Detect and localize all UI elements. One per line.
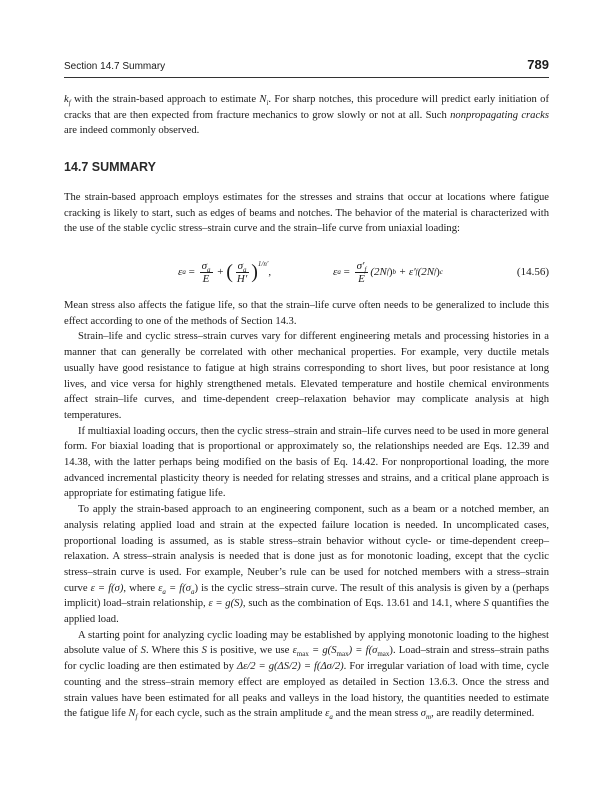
fraction-stress-over-H: $\frac{\sigma_a}{H'}$ <box>236 259 248 285</box>
equation-number: (14.56) <box>516 266 549 278</box>
summary-intro <box>64 190 549 237</box>
summary-body <box>64 298 549 722</box>
equation-left: ε a = $\frac{\sigma_a}{E}$ + ( $\frac{\sigma_a}{H'}$ ) $^{1/n'}$ , <box>178 259 272 285</box>
section-label: Section 14.7 Summary <box>64 61 166 72</box>
fraction-fatigue-strength-over-modulus: $\frac{\sigma'_f}{E}$ <box>356 259 367 285</box>
running-head <box>64 57 549 72</box>
equation-14-56 <box>64 257 549 287</box>
intro-paragraph: $k_f$ with the strain-based approach to estimate $N_i$. For sharp notches, this procedure will predict early initiation of cracks that are then expected from fracture mechanics to grow slowly or not at all. Such nonpropagating cracks are indeed commonly observed. <box>64 94 549 137</box>
paragraph-cyclic-loading: A starting point for analyzing cyclic loading may be established by applying monotonic loading to the highest absolute value of S. Where this S is positive, we use $\varepsilon_{max} = g(S_{max}) = f(\sigma_{max})$. Load–strain and stress–strain paths for cyclic loading are then estimated by Δε/2 = g(ΔS/2) = f(Δσ/2). For irregular variation of load with time, cycle counting and the stress–strain memory effect are employed as detailed in Section 13.6.3. Once the stress and strain values have been estimated for all peaks and valleys in the load history, the quantities needed to estimate the fatigue life $N_f$ for each cycle, such as the strain amplitude $\varepsilon_a$ and the mean stress $\sigma_m$, are readily determined. <box>64 629 550 722</box>
paragraph-mean-stress: Mean stress also affects the fatigue life, so that the strain–life curve often needs to be generalized to include this effect according to one of the methods of Section 14.3. <box>64 300 549 327</box>
summary-intro-paragraph: The strain-based approach employs estimates for the stresses and strains that occur at locations where fatigue cracking is likely to start, such as edges of beams and notches. The behavior of the material is characterized with the use of the stable cyclic stress–strain curve and the strain–life curve from uniaxial loading: <box>64 192 549 235</box>
equation-right: ε a = $\frac{\sigma'_f}{E}$ (2N f ) b + ε′ f (2N f ) c <box>333 259 443 285</box>
page-number: 789 <box>527 57 549 72</box>
emphasis-term: nonpropagating cracks <box>450 109 549 121</box>
header-rule <box>64 77 549 78</box>
fraction-stress-over-modulus: $\frac{\sigma_a}{E}$ <box>201 259 211 285</box>
paragraph-engineering-component: To apply the strain-based approach to an engineering component, such as a beam or a notched member, an analysis relating applied load and strain at the expected failure location is needed. In uncomplicated cases, proportional loading is assumed, as is stable stress–strain behavior without cycle- or time-dependent creep–relaxation. A stress–strain analysis is needed that is done just as for monotonic loading, except that the cyclic stress–strain curve is used. For example, Neuber’s rule can be used for notched members with a stress–strain curve ε = f(σ), where $\varepsilon_a = f(\sigma_a)$ is the cyclic stress–strain curve. The result of this analysis is given by a (perhaps implicit) load–strain relationship, ε = g(S), such as the combination of Eqs. 13.61 and 14.1, where S quantifies the applied load. <box>64 504 549 626</box>
paragraph-material-variation: Strain–life and cyclic stress–strain curves vary for different engineering metals and processing histories in a manner that can generally be correlated with other mechanical properties. For example, very ductile metals usually have good resistance to fatigue at high strains corresponding to short lives, but poor resistance at long lives, and vice versa for highly strengthened metals. Elevated temperature and hostile chemical environments affect strain–life curves, and time-dependent creep–relaxation behavior may complicate analysis at high temperatures. <box>64 331 549 421</box>
paragraph-multiaxial: If multiaxial loading occurs, then the cyclic stress–strain and strain–life curves need to be used in more general form. For biaxial loading that is proportional or approximately so, the relationships needed are Eqs. 12.39 and 14.38, with the latter perhaps being modified on the basis of Eq. 14.42. For nonproportional loading, the more advanced incremental plasticity theory is needed for relating stresses and strains, and a critical plane approach is appropriate for estimating fatigue life. <box>64 425 549 500</box>
section-heading: 14.7 SUMMARY <box>64 160 156 174</box>
continued-paragraph <box>64 92 549 139</box>
